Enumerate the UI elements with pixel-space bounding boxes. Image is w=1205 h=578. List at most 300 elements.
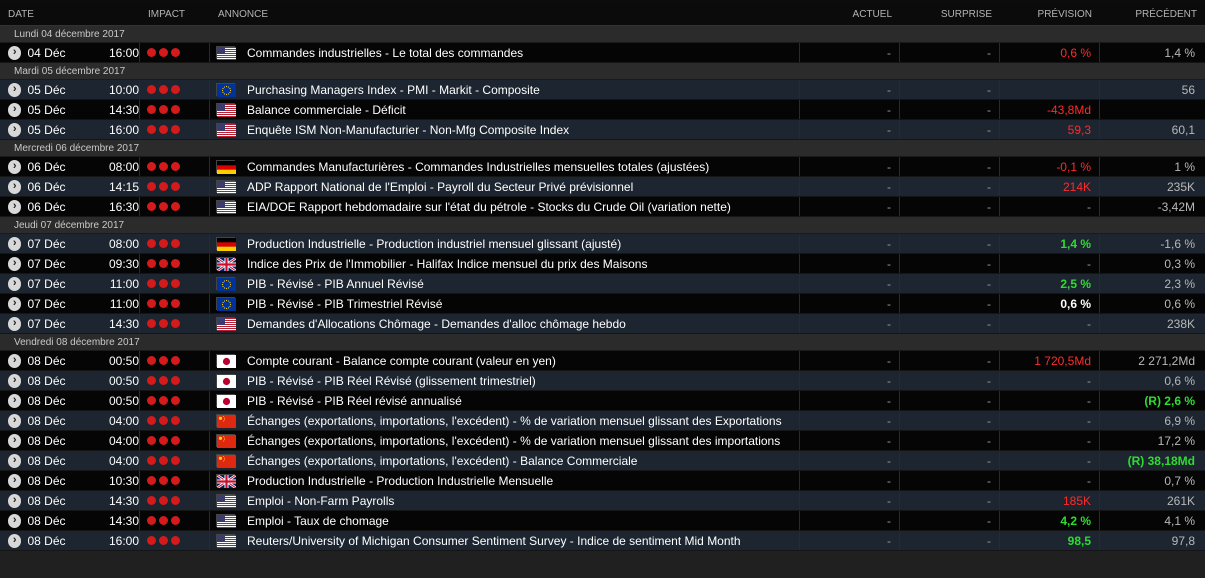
- event-date: 08 Déc: [27, 493, 66, 508]
- prevision-value: 0,6 %: [1000, 294, 1100, 313]
- impact-dot-icon: [159, 516, 168, 525]
- table-row[interactable]: [0, 391, 1205, 411]
- annonce-cell: [210, 371, 800, 390]
- table-body: [0, 26, 1205, 551]
- event-title[interactable]: Emploi - Non-Farm Payrolls: [247, 493, 395, 508]
- event-date: 06 Déc: [27, 179, 66, 194]
- chevron-right-icon[interactable]: ›: [8, 277, 21, 291]
- precedent-value: 0,6 %: [1164, 373, 1195, 388]
- us-flag-icon: [216, 317, 235, 330]
- impact-cell: [140, 294, 210, 313]
- event-time: 14:30: [108, 316, 140, 331]
- date-cell: [0, 531, 140, 550]
- eu-flag-icon: [216, 83, 235, 96]
- table-row[interactable]: [0, 157, 1205, 177]
- event-title[interactable]: Indice des Prix de l'Immobilier - Halifax Indice mensuel du prix des Maisons: [247, 256, 648, 271]
- precedent-value: 6,9 %: [1164, 413, 1195, 428]
- precedent-value: 238K: [1166, 316, 1195, 331]
- precedent-value: [1100, 100, 1205, 119]
- impact-dot-icon: [147, 299, 156, 308]
- chevron-right-icon[interactable]: ›: [8, 394, 21, 408]
- prevision-value: -: [1000, 314, 1100, 333]
- event-date: 07 Déc: [27, 276, 66, 291]
- impact-dot-icon: [171, 376, 180, 385]
- impact-dot-icon: [159, 259, 168, 268]
- impact-dot-icon: [159, 476, 168, 485]
- event-date: 06 Déc: [27, 199, 66, 214]
- impact-dot-icon: [147, 496, 156, 505]
- prevision-value: 1 720,5Md: [1000, 351, 1100, 370]
- surprise-value: -: [900, 120, 1000, 139]
- de-flag-icon: [216, 237, 235, 250]
- prevision-value: 4,2 %: [1000, 511, 1100, 530]
- us-flag-icon: [216, 494, 235, 507]
- prevision-value: [1000, 80, 1100, 99]
- impact-dot-icon: [171, 536, 180, 545]
- chevron-right-icon[interactable]: ›: [8, 514, 21, 528]
- table-row[interactable]: [0, 471, 1205, 491]
- annonce-cell: [210, 471, 800, 490]
- prevision-value: 185K: [1000, 491, 1100, 510]
- impact-dot-icon: [147, 536, 156, 545]
- uk-flag-icon: [216, 257, 235, 270]
- annonce-cell: [210, 43, 800, 62]
- chevron-right-icon[interactable]: ›: [8, 160, 21, 174]
- event-time: 09:30: [108, 256, 140, 271]
- precedent-value: -1,6 %: [1160, 236, 1195, 251]
- event-time: 11:00: [109, 296, 140, 311]
- event-date: 07 Déc: [27, 316, 66, 331]
- chevron-right-icon[interactable]: ›: [8, 494, 21, 508]
- impact-cell: [140, 491, 210, 510]
- table-row[interactable]: [0, 197, 1205, 217]
- event-date: 08 Déc: [27, 533, 66, 548]
- surprise-value: -: [900, 43, 1000, 62]
- event-title[interactable]: PIB - Révisé - PIB Réel Révisé (glissement trimestriel): [247, 373, 536, 388]
- annonce-cell: [210, 177, 800, 196]
- chevron-right-icon[interactable]: ›: [8, 237, 21, 251]
- event-title[interactable]: Purchasing Managers Index - PMI - Markit - Composite: [247, 82, 540, 97]
- impact-dot-icon: [159, 436, 168, 445]
- table-row[interactable]: [0, 511, 1205, 531]
- date-cell: [0, 511, 140, 530]
- impact-dot-icon: [171, 162, 180, 171]
- impact-dot-icon: [159, 279, 168, 288]
- us-flag-icon: [216, 103, 235, 116]
- impact-cell: [140, 471, 210, 490]
- impact-dot-icon: [171, 416, 180, 425]
- impact-dot-icon: [159, 356, 168, 365]
- actuel-value: -: [800, 371, 900, 390]
- annonce-cell: [210, 157, 800, 176]
- impact-cell: [140, 451, 210, 470]
- event-time: 04:00: [108, 453, 140, 468]
- date-cell: [0, 120, 140, 139]
- event-title[interactable]: PIB - Révisé - PIB Réel révisé annualisé: [247, 393, 462, 408]
- event-title[interactable]: Reuters/University of Michigan Consumer Sentiment Survey - Indice de sentiment Mid Month: [247, 533, 741, 548]
- impact-cell: [140, 314, 210, 333]
- prevision-value: -: [1000, 471, 1100, 490]
- surprise-value: -: [900, 451, 1000, 470]
- header-impact[interactable]: IMPACT: [148, 8, 186, 20]
- header-precedent[interactable]: PRÉCÉDENT: [1135, 8, 1197, 20]
- actuel-value: -: [800, 511, 900, 530]
- impact-dot-icon: [171, 202, 180, 211]
- chevron-right-icon[interactable]: ›: [8, 257, 21, 271]
- actuel-value: -: [800, 177, 900, 196]
- prevision-value: 1,4 %: [1000, 234, 1100, 253]
- prevision-value: -: [1000, 431, 1100, 450]
- event-title[interactable]: Demandes d'Allocations Chômage - Demandes d'alloc chômage hebdo: [247, 316, 626, 331]
- chevron-right-icon[interactable]: ›: [8, 103, 21, 117]
- annonce-cell: [210, 451, 800, 470]
- prevision-value: -: [1000, 411, 1100, 430]
- table-row[interactable]: [0, 451, 1205, 471]
- impact-cell: [140, 197, 210, 216]
- precedent-value: 1 %: [1174, 159, 1195, 174]
- annonce-cell: [210, 351, 800, 370]
- uk-flag-icon: [216, 474, 235, 487]
- prevision-value: -0,1 %: [1000, 157, 1100, 176]
- annonce-cell: [210, 294, 800, 313]
- actuel-value: -: [800, 234, 900, 253]
- date-cell: [0, 451, 140, 470]
- impact-dot-icon: [159, 125, 168, 134]
- eu-flag-icon: [216, 297, 235, 310]
- impact-dot-icon: [147, 259, 156, 268]
- impact-dot-icon: [147, 162, 156, 171]
- impact-dot-icon: [147, 436, 156, 445]
- surprise-value: -: [900, 411, 1000, 430]
- de-flag-icon: [216, 160, 235, 173]
- impact-dot-icon: [171, 396, 180, 405]
- event-title[interactable]: Emploi - Taux de chomage: [247, 513, 389, 528]
- surprise-value: -: [900, 371, 1000, 390]
- table-row[interactable]: [0, 351, 1205, 371]
- event-time: 14:30: [108, 102, 140, 117]
- table-row[interactable]: [0, 371, 1205, 391]
- annonce-cell: [210, 197, 800, 216]
- event-time: 14:15: [108, 179, 140, 194]
- impact-dot-icon: [147, 376, 156, 385]
- chevron-right-icon[interactable]: ›: [8, 354, 21, 368]
- actuel-value: -: [800, 431, 900, 450]
- surprise-value: -: [900, 80, 1000, 99]
- event-time: 16:00: [108, 122, 140, 137]
- precedent-value: 4,1 %: [1164, 513, 1195, 528]
- event-title[interactable]: PIB - Révisé - PIB Trimestriel Révisé: [247, 296, 443, 311]
- impact-cell: [140, 411, 210, 430]
- table-row[interactable]: [0, 80, 1205, 100]
- date-cell: [0, 157, 140, 176]
- event-title[interactable]: EIA/DOE Rapport hebdomadaire sur l'état du pétrole - Stocks du Crude Oil (variation nette): [247, 199, 731, 214]
- us-flag-icon: [216, 200, 235, 213]
- jp-flag-icon: [216, 374, 235, 387]
- precedent-value: 0,3 %: [1164, 256, 1195, 271]
- prevision-value: -: [1000, 254, 1100, 273]
- actuel-value: -: [800, 294, 900, 313]
- table-row[interactable]: [0, 531, 1205, 551]
- precedent-value: (R) 2,6 %: [1144, 393, 1195, 408]
- event-time: 14:30: [108, 493, 140, 508]
- impact-cell: [140, 100, 210, 119]
- event-title[interactable]: Échanges (exportations, importations, l'excédent) - % de variation mensuel glissant des importations: [247, 433, 781, 448]
- event-time: 10:30: [108, 473, 140, 488]
- event-title[interactable]: Compte courant - Balance compte courant (valeur en yen): [247, 353, 556, 368]
- prevision-value: -: [1000, 197, 1100, 216]
- impact-dot-icon: [159, 299, 168, 308]
- impact-cell: [140, 254, 210, 273]
- date-cell: [0, 491, 140, 510]
- event-date: 08 Déc: [27, 413, 66, 428]
- prevision-value: 214K: [1000, 177, 1100, 196]
- surprise-value: -: [900, 471, 1000, 490]
- header-actuel[interactable]: ACTUEL: [852, 8, 892, 20]
- event-time: 10:00: [108, 82, 140, 97]
- cn-flag-icon: [216, 454, 235, 467]
- chevron-right-icon[interactable]: ›: [8, 180, 21, 194]
- table-row[interactable]: [0, 100, 1205, 120]
- actuel-value: -: [800, 411, 900, 430]
- event-date: 07 Déc: [27, 236, 66, 251]
- actuel-value: -: [800, 100, 900, 119]
- actuel-value: -: [800, 120, 900, 139]
- chevron-right-icon[interactable]: ›: [8, 83, 21, 97]
- day-header: Jeudi 07 décembre 2017: [0, 217, 1205, 234]
- date-cell: [0, 234, 140, 253]
- precedent-value: 56: [1181, 82, 1195, 97]
- precedent-value: 235K: [1166, 179, 1195, 194]
- impact-dot-icon: [159, 202, 168, 211]
- annonce-cell: [210, 254, 800, 273]
- annonce-cell: [210, 274, 800, 293]
- impact-dot-icon: [147, 319, 156, 328]
- surprise-value: -: [900, 197, 1000, 216]
- impact-dot-icon: [171, 456, 180, 465]
- impact-dot-icon: [147, 456, 156, 465]
- event-time: 14:30: [108, 513, 140, 528]
- surprise-value: -: [900, 351, 1000, 370]
- annonce-cell: [210, 100, 800, 119]
- event-time: 11:00: [109, 276, 140, 291]
- header-surprise[interactable]: SURPRISE: [940, 8, 992, 20]
- date-cell: [0, 294, 140, 313]
- chevron-right-icon[interactable]: ›: [8, 200, 21, 214]
- prevision-value: -: [1000, 451, 1100, 470]
- surprise-value: -: [900, 531, 1000, 550]
- table-row[interactable]: [0, 254, 1205, 274]
- date-cell: [0, 43, 140, 62]
- chevron-right-icon[interactable]: ›: [8, 317, 21, 331]
- date-cell: [0, 391, 140, 410]
- surprise-value: -: [900, 431, 1000, 450]
- date-cell: [0, 254, 140, 273]
- actuel-value: -: [800, 391, 900, 410]
- event-title[interactable]: Production Industrielle - Production industriel mensuel glissant (ajusté): [247, 236, 622, 251]
- table-row[interactable]: [0, 294, 1205, 314]
- table-row[interactable]: [0, 411, 1205, 431]
- event-title[interactable]: ADP Rapport National de l'Emploi - Payroll du Secteur Privé prévisionnel: [247, 179, 634, 194]
- impact-dot-icon: [171, 48, 180, 57]
- event-title[interactable]: Enquête ISM Non-Manufacturier - Non-Mfg Composite Index: [247, 122, 570, 137]
- event-title[interactable]: Commandes industrielles - Le total des commandes: [247, 45, 524, 60]
- event-time: 00:50: [108, 393, 140, 408]
- actuel-value: -: [800, 491, 900, 510]
- chevron-right-icon[interactable]: ›: [8, 414, 21, 428]
- annonce-cell: [210, 531, 800, 550]
- header-date[interactable]: DATE: [8, 8, 34, 20]
- actuel-value: -: [800, 531, 900, 550]
- annonce-cell: [210, 491, 800, 510]
- event-title[interactable]: PIB - Révisé - PIB Annuel Révisé: [247, 276, 424, 291]
- impact-cell: [140, 274, 210, 293]
- impact-dot-icon: [159, 496, 168, 505]
- table-row[interactable]: [0, 177, 1205, 197]
- impact-cell: [140, 511, 210, 530]
- chevron-right-icon[interactable]: ›: [8, 374, 21, 388]
- impact-cell: [140, 43, 210, 62]
- impact-cell: [140, 351, 210, 370]
- table-row[interactable]: [0, 43, 1205, 63]
- event-time: 16:00: [108, 533, 140, 548]
- date-cell: [0, 431, 140, 450]
- impact-cell: [140, 157, 210, 176]
- event-date: 08 Déc: [27, 453, 66, 468]
- date-cell: [0, 274, 140, 293]
- us-flag-icon: [216, 123, 235, 136]
- chevron-right-icon[interactable]: ›: [8, 123, 21, 137]
- event-title[interactable]: Échanges (exportations, importations, l'excédent) - Balance Commerciale: [247, 453, 638, 468]
- surprise-value: -: [900, 294, 1000, 313]
- event-date: 08 Déc: [27, 433, 66, 448]
- prevision-value: 0,6 %: [1000, 43, 1100, 62]
- annonce-cell: [210, 314, 800, 333]
- precedent-value: 0,7 %: [1164, 473, 1195, 488]
- us-flag-icon: [216, 180, 235, 193]
- impact-dot-icon: [159, 376, 168, 385]
- table-row[interactable]: [0, 234, 1205, 254]
- date-cell: [0, 80, 140, 99]
- prevision-value: -: [1000, 371, 1100, 390]
- annonce-cell: [210, 511, 800, 530]
- actuel-value: -: [800, 197, 900, 216]
- impact-dot-icon: [171, 125, 180, 134]
- precedent-value: 1,4 %: [1164, 45, 1195, 60]
- table-row[interactable]: [0, 431, 1205, 451]
- event-title[interactable]: Balance commerciale - Déficit: [247, 102, 406, 117]
- chevron-right-icon[interactable]: ›: [8, 534, 21, 548]
- surprise-value: -: [900, 177, 1000, 196]
- surprise-value: -: [900, 157, 1000, 176]
- date-cell: [0, 351, 140, 370]
- impact-dot-icon: [147, 125, 156, 134]
- actuel-value: -: [800, 451, 900, 470]
- impact-dot-icon: [171, 516, 180, 525]
- cn-flag-icon: [216, 414, 235, 427]
- impact-cell: [140, 177, 210, 196]
- impact-dot-icon: [147, 356, 156, 365]
- surprise-value: -: [900, 491, 1000, 510]
- actuel-value: -: [800, 254, 900, 273]
- us-flag-icon: [216, 46, 235, 59]
- event-date: 04 Déc: [27, 45, 66, 60]
- annonce-cell: [210, 234, 800, 253]
- chevron-right-icon[interactable]: ›: [8, 474, 21, 488]
- surprise-value: -: [900, 234, 1000, 253]
- cn-flag-icon: [216, 434, 235, 447]
- actuel-value: -: [800, 157, 900, 176]
- jp-flag-icon: [216, 394, 235, 407]
- precedent-value: 2 271,2Md: [1138, 353, 1195, 368]
- impact-cell: [140, 391, 210, 410]
- impact-dot-icon: [171, 319, 180, 328]
- event-date: 08 Déc: [27, 373, 66, 388]
- surprise-value: -: [900, 391, 1000, 410]
- table-row[interactable]: [0, 274, 1205, 294]
- precedent-value: -3,42M: [1157, 199, 1195, 214]
- chevron-right-icon[interactable]: ›: [8, 434, 21, 448]
- surprise-value: -: [900, 274, 1000, 293]
- event-date: 08 Déc: [27, 513, 66, 528]
- chevron-right-icon[interactable]: ›: [8, 454, 21, 468]
- impact-dot-icon: [171, 496, 180, 505]
- prevision-value: -: [1000, 391, 1100, 410]
- jp-flag-icon: [216, 354, 235, 367]
- impact-dot-icon: [159, 536, 168, 545]
- impact-cell: [140, 120, 210, 139]
- event-date: 05 Déc: [27, 122, 66, 137]
- impact-dot-icon: [147, 85, 156, 94]
- annonce-cell: [210, 120, 800, 139]
- chevron-right-icon[interactable]: ›: [8, 297, 21, 311]
- event-date: 05 Déc: [27, 102, 66, 117]
- event-title[interactable]: Échanges (exportations, importations, l'excédent) - % de variation mensuel glissant des Exportations: [247, 413, 782, 428]
- event-title[interactable]: Commandes Manufacturières - Commandes Industrielles mensuelles totales (ajustées): [247, 159, 710, 174]
- event-time: 04:00: [108, 413, 140, 428]
- impact-cell: [140, 431, 210, 450]
- date-cell: [0, 471, 140, 490]
- impact-dot-icon: [171, 279, 180, 288]
- surprise-value: -: [900, 100, 1000, 119]
- impact-dot-icon: [159, 182, 168, 191]
- table-row[interactable]: [0, 491, 1205, 511]
- impact-dot-icon: [147, 239, 156, 248]
- impact-dot-icon: [147, 516, 156, 525]
- impact-dot-icon: [171, 85, 180, 94]
- day-header: Mercredi 06 décembre 2017: [0, 140, 1205, 157]
- impact-dot-icon: [159, 319, 168, 328]
- day-header: Lundi 04 décembre 2017: [0, 26, 1205, 43]
- prevision-value: -43,8Md: [1000, 100, 1100, 119]
- impact-dot-icon: [171, 299, 180, 308]
- event-date: 08 Déc: [27, 393, 66, 408]
- header-prevision[interactable]: PRÉVISION: [1037, 8, 1092, 20]
- impact-dot-icon: [159, 162, 168, 171]
- impact-dot-icon: [159, 85, 168, 94]
- table-row[interactable]: [0, 314, 1205, 334]
- prevision-value: 59,3: [1000, 120, 1100, 139]
- us-flag-icon: [216, 514, 235, 527]
- header-annonce[interactable]: ANNONCE: [218, 8, 269, 20]
- chevron-right-icon[interactable]: ›: [8, 46, 21, 60]
- actuel-value: -: [800, 43, 900, 62]
- date-cell: [0, 371, 140, 390]
- table-row[interactable]: [0, 120, 1205, 140]
- event-time: 04:00: [108, 433, 140, 448]
- impact-dot-icon: [171, 182, 180, 191]
- actuel-value: -: [800, 351, 900, 370]
- event-title[interactable]: Production Industrielle - Production Industrielle Mensuelle: [247, 473, 554, 488]
